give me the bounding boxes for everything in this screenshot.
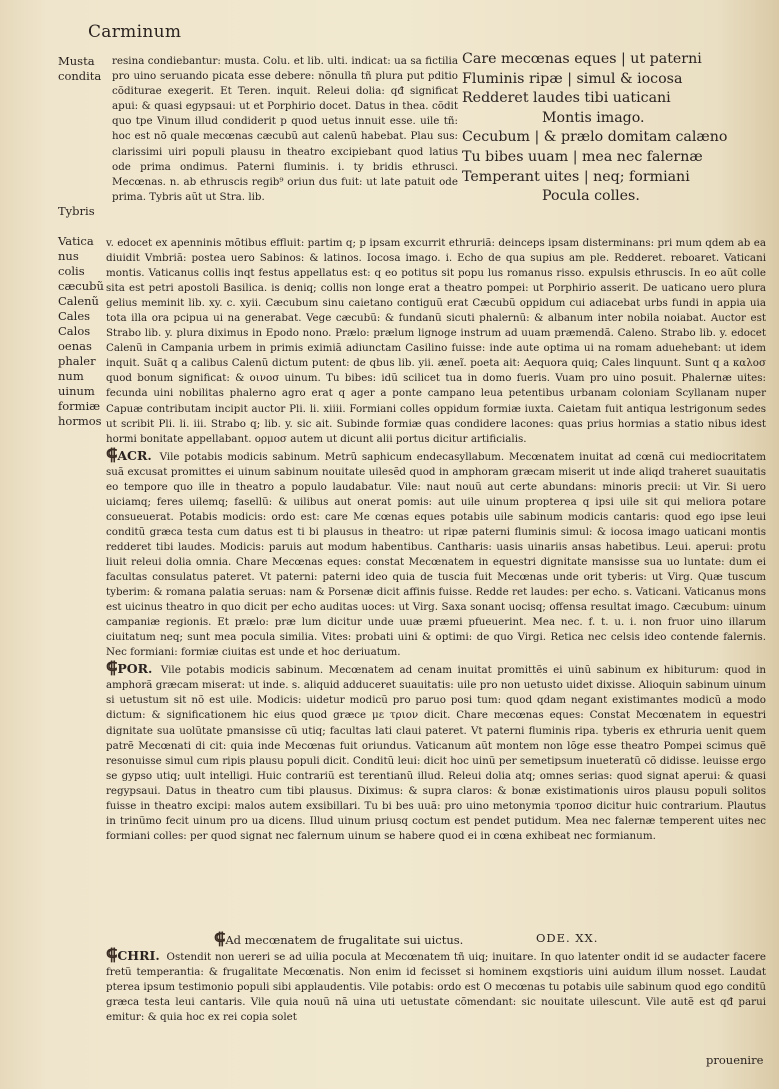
poem-line: Redderet laudes tibi uaticani <box>462 90 671 107</box>
section-mark-label: ACR. <box>117 447 152 463</box>
margin-note: Tybris <box>58 204 95 218</box>
commentary-paragraph <box>106 444 766 661</box>
poem-line: Temperant uites | neq; formiani <box>462 168 690 185</box>
section-mark-label: CHRI. <box>117 948 160 963</box>
margin-note: Vatica <box>58 234 94 248</box>
margin-note: uinum <box>58 384 95 398</box>
section-mark <box>106 945 160 964</box>
section-mark <box>106 444 152 464</box>
paragraph-mark-icon: ⸿ <box>106 444 118 464</box>
poem-line: Tu bibes uuam | mea nec falernæ <box>462 148 703 165</box>
margin-note: Cales <box>58 309 91 323</box>
ode-number: ODE. XX. <box>536 931 599 945</box>
paragraph-mark-icon: ⸿ <box>214 929 226 948</box>
upper-commentary: resina condiebantur: musta. Colu. et lib. ulti. indicat: ua sa fictilia pro uino seruando picata esse debere: nõnulla tñ plura put pditio cõditurae exegerit. Et Teren. inquit. Releui dolia: qđ significat apui: & quasi egypsaui: ut et Porphirio docet. Datus in thea. cõdit quo tpe Vinum illud condiderit p quod uetus innuit esse. uile tñ: hoc est nõ quale mecœnas cæcubũ aut calenũ habebat. Plau sus: clarissimi uiri populi plausu in theatro excipiebant quod latius ode prima ondimus. Paterni fluminis. i. ty bridis ethrusci. Mecœnas. n. ab ethruscis regib⁹ oriun dus fuit: ut late patuit ode prima. Tybris aũt ut Stra. lib. <box>112 55 458 203</box>
margin-note: hormos <box>58 414 102 428</box>
commentary-text: v. edocet ex apenninis mõtibus effluit: partim q; p ipsam excurrit ethruriã: deinceps ipsam disterminans: pri mum qdem ab ea diuidit Vmbriã: postea uero Sabinos: & latinos. Iocosa imago. i. Echo de qua supius am ple. Redderet. reboaret. Vaticani montis. Vaticanus collis inqt festus appellatus est: q eo potitus sit popu lus romanus risso. expulsis ethruscis. In eo aũt colle sita est petri apostoli Basilica. is deniq; collis non longe erat a theatro pompei: ut Porphirio asserit. De uaticano uero plura gelius meminit lib. xy. c. xyii. Cæcubum sinu caietano contiguũ erat Cæcubũ oppidum cui adiacebat urbs fundi in appia uia tota illa ora pcipua ui na generabat. Vege cæcubũ: & fundanũ sicuti phalernũ: & albanum inter nobila noiabat. Auctor est Strabo lib. y. plura diximus in Epodo nono. Prælo: prælum lignoge instrum ad uuam præmendã. Caleno. Strabo lib. y. edocet Calenũ in Campania urbem in primis eximiã adiunctam Casilino fuisse: inde aute optima ui na romam aduehebant: ut idem inquit. Suãt q a calibus Calenũ dictum putent: de qbus lib. yii. æneĩ. poeta ait: Aequora quiq; Cales linquunt. Sunt q a καλοσ quod bonum significat: & οινοσ uinum. Tu bibes: idũ scilicet tua in domo fueris. Vuam pro uino posuit. Phalernæ uites: fecunda uini nobilitas phalerno agro erat q ager a ponte campano leua petentibus urbanam coloniam Scyllanam nuper Capuæ contributam incipit auctor Pli. li. xiiii. Formiani colles oppidum formiæ iuxta. Caietam fuit antiqua lestrigonum sedes ut scribit Pli. li. iii. Strabo q; lib. y. sic ait. Subinde formiæ quas condidere lacones: quas prius hormias a statio nibus idest hormi bonitate appellabant. ορμοσ autem ut dicunt alii portus dicitur artificialis. <box>106 237 766 445</box>
poem-line: Pocula colles. <box>542 188 640 205</box>
running-head: Carminum <box>88 22 182 42</box>
margin-note <box>58 189 110 204</box>
paragraph-mark-icon: ⸿ <box>106 945 118 964</box>
poem-line: Montis imago. <box>542 109 645 126</box>
poem-line: Care mecœnas eques | ut paterni <box>462 51 702 67</box>
margin-note: colis <box>58 264 85 278</box>
margin-note <box>58 99 110 114</box>
margin-note <box>58 114 110 129</box>
paragraph-mark-icon: ⸿ <box>106 658 118 678</box>
margin-note: num <box>58 369 84 383</box>
margin-note: cæcubũ <box>58 279 104 293</box>
commentary-text: Ostendit non uereri se ad uilia pocula at Mecœnatem tñ uiq; inuitare. In quo latenter ondit id se audacter facere fretũ temperantia: & frugalitate Mecœnatis. Non enim id fecisset si hominem exqstioris uini auidum illum nosset. Laudat pterea ipsum testimonio populi sibi applaudentis. Vile potabis: ordo est O mecœnas tu potabis uile sabinum quod ego conditũ græca testa leui cantaris. Vile quia nouũ nã uina uti uetustate cõmendant: sic nouitate uilescunt. Vile autẽ est qđ parui emitur: & quia hoc ex rei copia solet <box>106 951 766 1024</box>
margin-note <box>58 159 110 174</box>
margin-note: condita <box>58 69 102 83</box>
commentary-paragraph <box>106 236 766 447</box>
section-mark-label: POR. <box>117 661 153 677</box>
commentary-paragraph <box>106 947 766 1025</box>
margin-note: formiæ <box>58 399 101 413</box>
commentary-text: Vile potabis modicis sabinum. Mecœnatem ad cenam inuitat promittẽs ei uinũ sabinum ex hibiturum: quod in amphorã græcam miserat: ut inde. s. aliquid adduceret suauitatis: uile pro non uetusto uidet dixisse. Alioquin sabinum uinum si uetustum sit nõ est uile. Modicis: uidetur modicũ pro paruo posi tum: quod qdam negant existimantes modicũ a modo dictum: & significationem hic eius quod græce με τριον dicit. Chare mecœnas eques: Constat Mecœnatem in equestri dignitate sua uolũtate pmansisse cũ utiq; facultas lati claui pateret. Vt paterni fluminis ripa. tyberis ex ethruria uenit quem patrẽ Mecœnati di cit: quia inde Mecœnas fuit oriundus. Vaticanum aũt montem non lõge esse theatro Pompei scimus quẽ resonuisse simul cum ripis plausu populi dicit. Conditũ leui: dicit hoc uinũ per semetipsum inueteratũ cõ didisse. leuisse ergo se gypso utiq; uult intelligi. Huic contrariũ est terentianũ illud. Releui dolia atq; omnes serias: quod signat aperui: & quasi regypsaui. Datus in theatro cum tibi plausus. Diximus: & supra claros: & bonæ existimationis uiros plausu populi solitos fuisse in theatro excipi: malos autem exsibillari. Tu bi bes uuã: pro uino metonymia τροποσ dicitur huic contrarium. Plautus in trinũmo fecit uinum pro ua dicens. Illud uinum priusq coctum est pendet putidum. Mea nec falernæ temperent uites nec formiani colles: per quod signat nec falernum uinum se habere quod ei in cœna exhibeat nec formianum. <box>106 664 767 842</box>
section-mark <box>106 658 153 678</box>
margin-note: phaler <box>58 354 96 368</box>
catchword: prouenire <box>706 1053 764 1067</box>
final-commentary <box>106 947 766 1025</box>
margin-note: nus <box>58 249 79 263</box>
margin-note <box>58 219 110 234</box>
main-commentary <box>106 236 766 844</box>
poem <box>462 50 762 207</box>
ode-title <box>214 931 463 948</box>
margin-note: Musta <box>58 54 95 68</box>
margin-notes <box>58 54 110 429</box>
poem-line: Cecubum | & prælo domitam calæno <box>462 129 728 146</box>
margin-note: Calenũ <box>58 294 99 308</box>
margin-note <box>58 129 110 144</box>
margin-note <box>58 144 110 159</box>
poem-line: Fluminis ripæ | simul & iocosa <box>462 70 683 87</box>
commentary-paragraph <box>106 660 766 844</box>
commentary-text: Vile potabis modicis sabinum. Metrũ saphicum endecasyllabum. Mecœnatem inuitat ad cœnã cui mediocritatem suã excusat promittes ei uinum sabinum nouitate uilesẽd quod in amphoram græcam miserit ut inde aliqd traheret suauitatis eo tempore quo ille in theatro a populo laudabatur. Vile: naut nouũ aut certe abundans: minoris precii: ut Vir. Si uero uiciamq; feres uilemq; fasellũ: & uilibus aut onerat pomis: aut uile uinum propterea q ipsi uile sit qui meliora potare consueuerat. Potabis modicis: ordo est: care Me cœnas eques potabis uile sabinum modicis cantaris: quod ego ipse leui conditũ græca testa cum datus est ti bi plausus in theatro: ut ripæ paterni fluminis simul: & iocosa imago uaticani montis redderet tibi laudes. Modicis: paruis aut modum habentibus. Cantharis: uasis uinariis ansas habetibus. Leui. aperui: protu liuit releui dolia omnia. Chare Mecœnas eques: constat Mecœnatem in equestri dignitate mansisse sua uo luntate: dum ei facultas consulatus pateret. Vt paterni: paterni ideo quia de tuscia fuit Mecœnas unde orit tyberis: ut Virg. Quæ tuscum tyberim: & romana palatia seruas: nam & Porsenæ dicit affinis fuisse. Redde ret laudes: per echo. s. Vaticani. Vaticanus mons est uicinus theatro in quo dicit per echo auditas uoces: ut Virg. Saxa sonant uocisq; offensa resultat imago. Cæcubum: uinum campaniæ regionis. Et prælo: præ lum dicitur unde uuæ præmi pfueuerint. Mea nec. f. t. u. i. non fruor uino illarum ciuitatum neq; sunt mea pocula similia. Vites: probati uini & optimi: de quo Virgi. Retica nec celsis ideo contende falernis. Nec formiani: formiæ ciuitas est unde et hoc deriuatum. <box>106 450 766 659</box>
margin-note <box>58 84 110 99</box>
margin-note <box>58 174 110 189</box>
margin-note: oenas <box>58 339 92 353</box>
ode-title-text: Ad mecœnatem de frugalitate sui uictus. <box>225 933 464 947</box>
margin-note: Calos <box>58 324 91 338</box>
